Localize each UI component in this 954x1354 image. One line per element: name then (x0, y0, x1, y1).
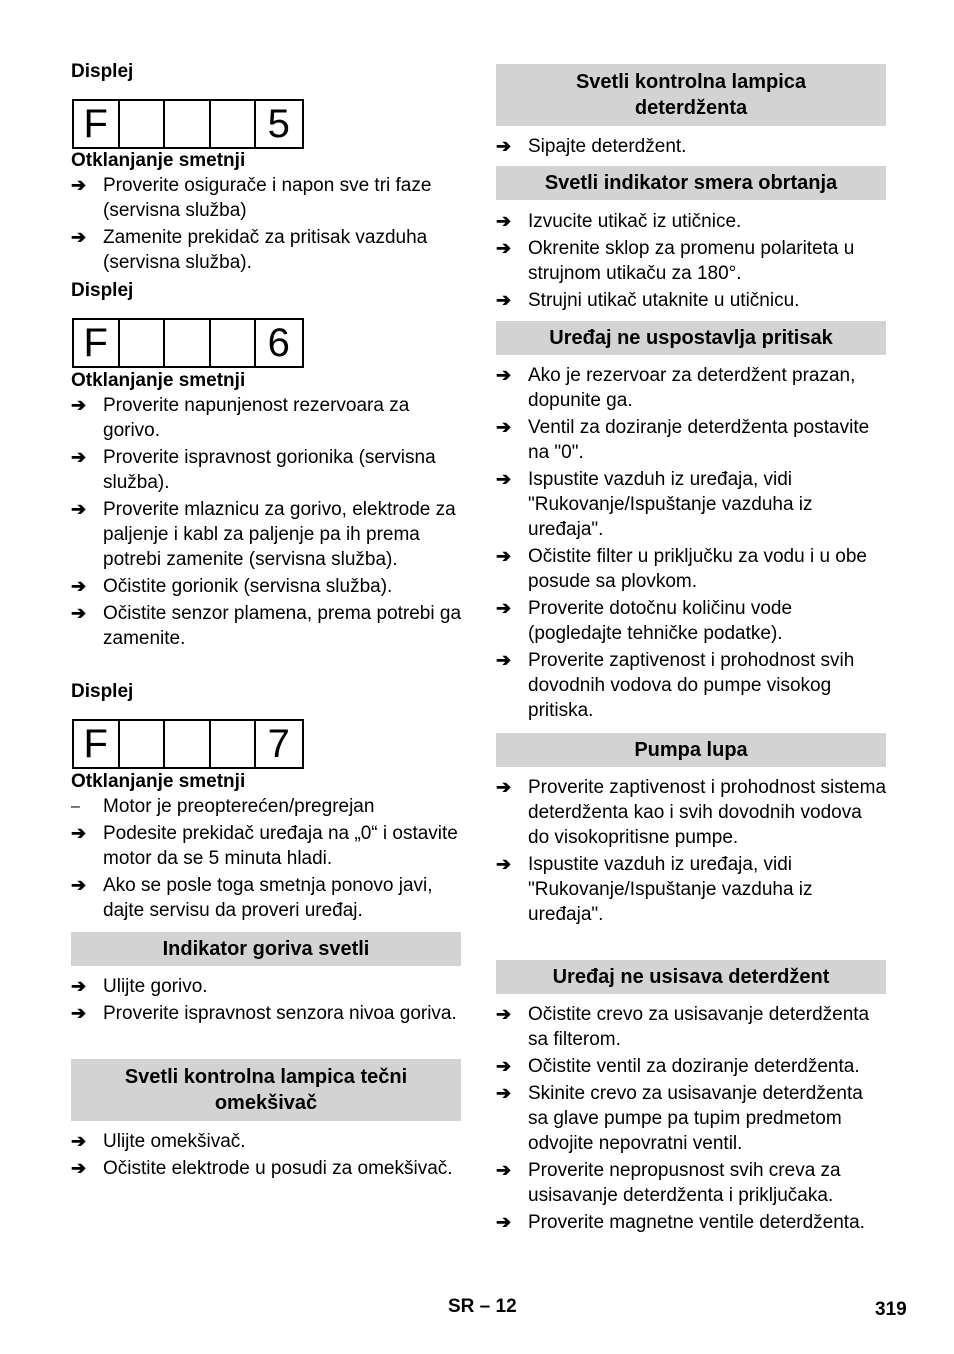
list-item-text: Očistite elektrode u posudi za omekšivač. (103, 1158, 453, 1179)
list-item (496, 544, 886, 594)
arrow-right-icon: ➔ (71, 976, 87, 996)
arrow-right-icon: ➔ (496, 469, 512, 489)
list-item-text: Ako se posle toga smetnja ponovo javi, dajte servisu da proveri uređaj. (103, 875, 433, 921)
list-item (496, 1054, 886, 1079)
list-item-text: Podesite prekidač uređaja na „0“ i ostavite motor da se 5 minuta hladi. (103, 823, 458, 869)
arrow-right-icon: ➔ (496, 777, 512, 797)
section-heading: Pumpa lupa (496, 733, 886, 767)
arrow-right-icon: ➔ (71, 395, 87, 415)
display-cell (211, 320, 257, 366)
display-label: Displej (71, 681, 134, 702)
list-item-text: Ventil za doziranje deterdženta postavite na "0". (528, 417, 870, 463)
remedy-list (71, 974, 461, 1028)
arrow-right-icon: ➔ (71, 823, 87, 843)
list-item-text: Ispustite vazduh iz uređaja, vidi "Rukovanje/Ispuštanje vazduha iz uređaja". (528, 854, 813, 925)
list-item (71, 1156, 461, 1181)
arrow-right-icon: ➔ (496, 417, 512, 437)
list-item-text: Očistite filter u priključku za vodu i u obe posude sa plovkom. (528, 546, 867, 592)
list-item-text: Proverite osigurače i napon sve tri faze (servisna služba) (103, 175, 432, 221)
list-item-text: Proverite zaptivenost i prohodnost svih dovodnih vodova do pumpe visokog pritiska. (528, 650, 855, 721)
list-item (496, 236, 886, 286)
list-item-text: Strujni utikač utaknite u utičnicu. (528, 290, 800, 311)
list-item (496, 288, 886, 313)
arrow-right-icon: ➔ (71, 447, 87, 467)
fault-display-f7 (72, 719, 304, 769)
arrow-right-icon: ➔ (496, 1083, 512, 1103)
arrow-right-icon: ➔ (71, 175, 87, 195)
list-item (496, 415, 886, 465)
list-item (71, 821, 461, 871)
list-item-text: Očistite senzor plamena, prema potrebi ga zamenite. (103, 603, 462, 649)
list-item-text: Proverite dotočnu količinu vode (pogledajte tehničke podatke). (528, 598, 793, 644)
arrow-right-icon: ➔ (496, 1056, 512, 1076)
list-item-text: Izvucite utikač iz utičnice. (528, 211, 742, 232)
list-item-text: Zamenite prekidač za pritisak vazduha (servisna služba). (103, 227, 428, 273)
display-cell (211, 721, 257, 767)
list-item-text: Skinite crevo za usisavanje deterdženta sa glave pumpe pa tupim predmetom odvojite nepovratni ventil. (528, 1083, 863, 1154)
display-cell (211, 101, 257, 147)
display-cell: F (74, 320, 120, 366)
list-item (496, 852, 886, 927)
list-item-text: Proverite mlaznicu za gorivo, elektrode za paljenje i kabl za paljenje pa ih prema potrebi zamenite (servisna služba). (103, 499, 456, 570)
arrow-right-icon: ➔ (496, 290, 512, 310)
list-item (71, 173, 461, 223)
list-item-text: Ispustite vazduh iz uređaja, vidi "Rukovanje/Ispuštanje vazduha iz uređaja". (528, 469, 813, 540)
fault-display-f5 (72, 99, 304, 149)
list-item (496, 134, 886, 159)
list-item (71, 497, 461, 572)
arrow-right-icon: ➔ (71, 603, 87, 623)
arrow-right-icon: ➔ (496, 1160, 512, 1180)
arrow-right-icon: ➔ (496, 238, 512, 258)
list-item-text: Ako je rezervoar za deterdžent prazan, dopunite ga. (528, 365, 856, 411)
list-item-text: Proverite zaptivenost i prohodnost sistema deterdženta kao i svih dovodnih vodova do visokopritisne pumpe. (528, 777, 887, 848)
list-item (496, 1081, 886, 1156)
arrow-right-icon: ➔ (496, 1212, 512, 1232)
display-cell (165, 320, 211, 366)
remedy-list (71, 794, 461, 925)
list-item (496, 467, 886, 542)
list-item-text: Okrenite sklop za promenu polariteta u strujnom utikaču za 180°. (528, 238, 855, 284)
remedy-list (496, 134, 886, 161)
footer-section-code: SR – 12 (448, 1296, 517, 1317)
list-item (71, 574, 461, 599)
display-cell: F (74, 721, 120, 767)
list-item (71, 974, 461, 999)
list-item (496, 596, 886, 646)
remedy-list (496, 209, 886, 315)
section-heading: Indikator goriva svetli (71, 932, 461, 966)
list-item (71, 1001, 461, 1026)
arrow-right-icon: ➔ (71, 576, 87, 596)
remedy-list (496, 775, 886, 929)
arrow-right-icon: ➔ (496, 136, 512, 156)
display-cell (165, 101, 211, 147)
display-cell: F (74, 101, 120, 147)
arrow-right-icon: ➔ (496, 546, 512, 566)
display-label: Displej (71, 280, 134, 301)
arrow-right-icon: ➔ (71, 1158, 87, 1178)
remedy-list (71, 1129, 461, 1183)
list-item (496, 775, 886, 850)
list-item-text: Motor je preopterećen/pregrejan (103, 796, 375, 817)
display-label: Displej (71, 61, 134, 82)
page-number: 319 (875, 1299, 907, 1320)
arrow-right-icon: ➔ (496, 365, 512, 385)
list-item (71, 873, 461, 923)
arrow-right-icon: ➔ (496, 650, 512, 670)
arrow-right-icon: ➔ (496, 1004, 512, 1024)
remedy-list (71, 173, 461, 277)
list-item (496, 209, 886, 234)
list-item-text: Proverite ispravnost gorionika (servisna služba). (103, 447, 436, 493)
display-cell (120, 320, 166, 366)
list-item-text: Ulijte omekšivač. (103, 1131, 246, 1152)
remedy-list (496, 1002, 886, 1237)
list-item-text: Ulijte gorivo. (103, 976, 208, 997)
list-item-text: Očistite crevo za usisavanje deterdženta sa filterom. (528, 1004, 870, 1050)
section-heading: Svetli kontrolna lampica tečni omekšivač (71, 1059, 461, 1121)
arrow-right-icon: ➔ (496, 854, 512, 874)
remedy-list (496, 363, 886, 725)
arrow-right-icon: ➔ (71, 875, 87, 895)
list-item (71, 393, 461, 443)
list-item-text: Očistite ventil za doziranje deterdženta. (528, 1056, 860, 1077)
remedy-label: Otklanjanje smetnji (71, 150, 246, 171)
list-item-text: Sipajte deterdžent. (528, 136, 687, 157)
list-item-text: Proverite napunjenost rezervoara za gorivo. (103, 395, 410, 441)
arrow-right-icon: ➔ (71, 499, 87, 519)
list-item (71, 601, 461, 651)
section-heading: Uređaj ne uspostavlja pritisak (496, 321, 886, 355)
display-cell: 6 (267, 321, 290, 365)
display-cell (165, 721, 211, 767)
list-item (71, 225, 461, 275)
section-heading: Svetli indikator smera obrtanja (496, 166, 886, 200)
arrow-right-icon: ➔ (71, 1131, 87, 1151)
arrow-right-icon: ➔ (496, 211, 512, 231)
dash-bullet-icon: – (71, 798, 80, 815)
remedy-label: Otklanjanje smetnji (71, 370, 246, 391)
list-item (496, 648, 886, 723)
list-item-text: Očistite gorionik (servisna služba). (103, 576, 393, 597)
display-cell: 7 (267, 722, 290, 766)
list-item-text: Proverite magnetne ventile deterdženta. (528, 1212, 865, 1233)
list-item (71, 794, 461, 819)
list-item (496, 1210, 886, 1235)
display-cell (120, 101, 166, 147)
list-item (496, 363, 886, 413)
section-heading: Svetli kontrolna lampica deterdženta (496, 64, 886, 126)
list-item-text: Proverite ispravnost senzora nivoa goriva. (103, 1003, 457, 1024)
display-cell: 5 (267, 102, 290, 146)
display-cell (120, 721, 166, 767)
list-item (71, 445, 461, 495)
section-heading: Uređaj ne usisava deterdžent (496, 960, 886, 994)
list-item (71, 1129, 461, 1154)
list-item (496, 1158, 886, 1208)
arrow-right-icon: ➔ (71, 1003, 87, 1023)
remedy-label: Otklanjanje smetnji (71, 771, 246, 792)
arrow-right-icon: ➔ (496, 598, 512, 618)
fault-display-f6 (72, 318, 304, 368)
list-item (496, 1002, 886, 1052)
remedy-list (71, 393, 461, 653)
arrow-right-icon: ➔ (71, 227, 87, 247)
list-item-text: Proverite nepropusnost svih creva za usisavanje deterdženta i priključaka. (528, 1160, 841, 1206)
